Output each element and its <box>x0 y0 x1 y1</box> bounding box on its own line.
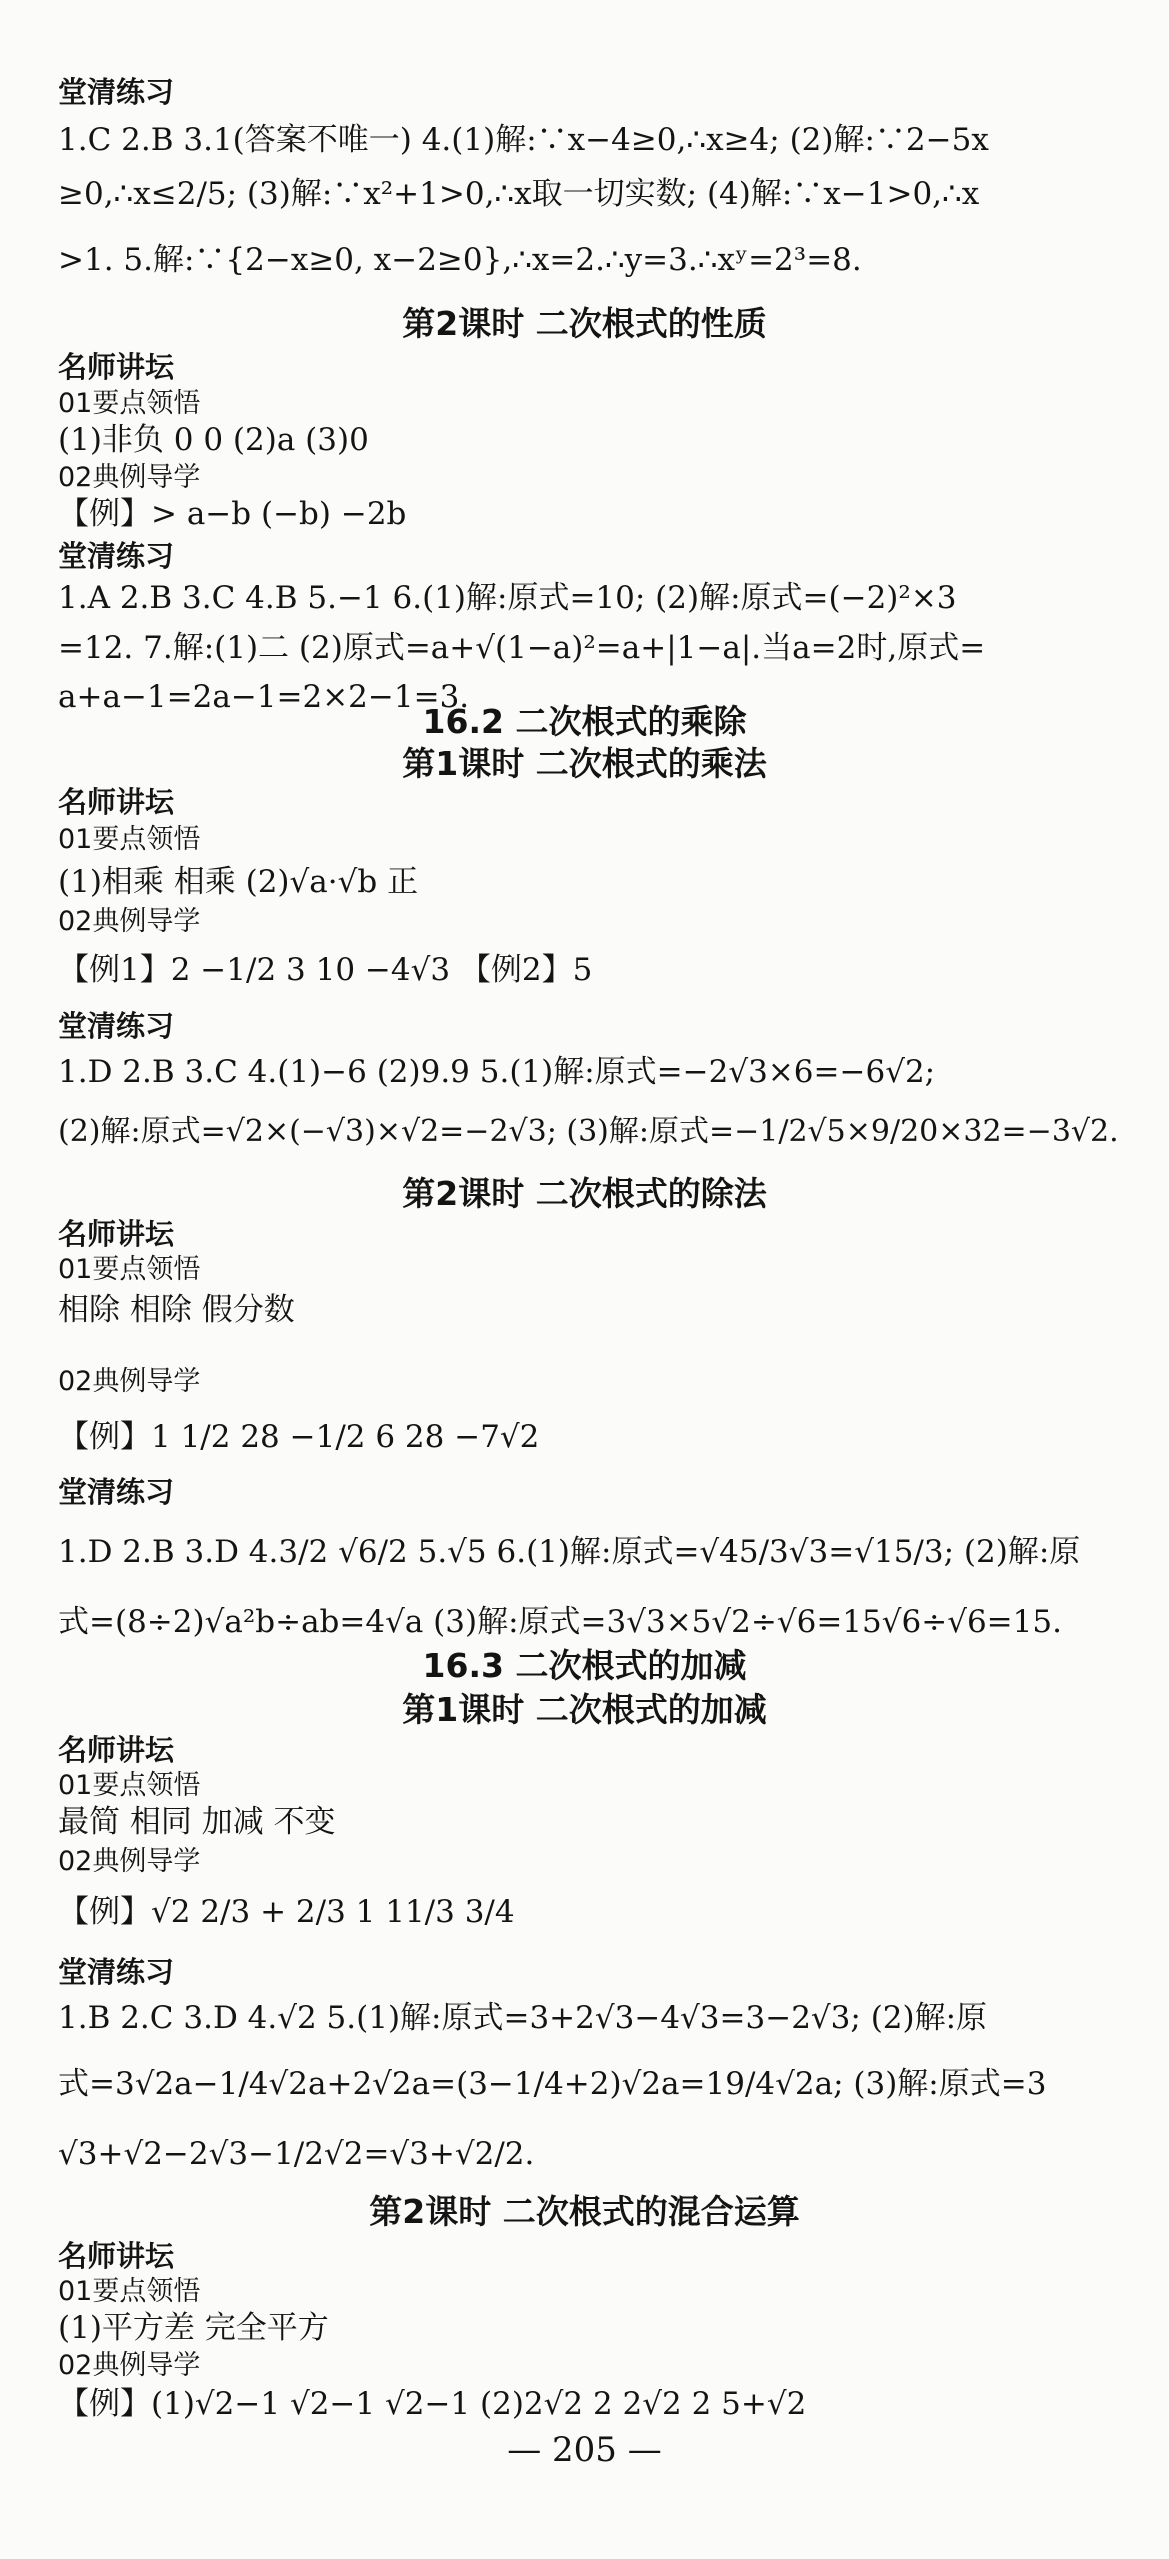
answer-line: =12. 7.解:(1)二 (2)原式=a+√(1−a)²=a+|1−a|.当a=2时,原式= <box>58 630 986 666</box>
lesson-title: 第2课时 二次根式的除法 <box>402 1174 767 1213</box>
section-heading: 堂清练习 <box>58 539 175 573</box>
section-heading: 名师讲坛 <box>58 1217 175 1251</box>
answer-line: 1.D 2.B 3.C 4.(1)−6 (2)9.9 5.(1)解:原式=−2√3×6=−6√2; <box>58 1054 936 1090</box>
answer-line: 1.C 2.B 3.1(答案不唯一) 4.(1)解:∵x−4≥0,∴x≥4; (2)解:∵2−5x <box>58 122 989 158</box>
subsection-label: 01要点领悟 <box>58 824 201 855</box>
example-line: 【例】(1)√2−1 √2−1 √2−1 (2)2√2 2 2√2 2 5+√2 <box>58 2386 807 2422</box>
answer-line: (1)平方差 完全平方 <box>58 2310 329 2346</box>
subsection-label: 02典例导学 <box>58 1846 201 1877</box>
subsection-label: 02典例导学 <box>58 2350 201 2381</box>
section-heading: 堂清练习 <box>58 1009 175 1043</box>
lesson-title: 第1课时 二次根式的乘法 <box>402 744 767 783</box>
subsection-label: 02典例导学 <box>58 906 201 937</box>
answer-line: 1.B 2.C 3.D 4.√2 5.(1)解:原式=3+2√3−4√3=3−2√3; (2)解:原 <box>58 2000 988 2036</box>
answer-line: √3+√2−2√3−1/2√2=√3+√2/2. <box>58 2136 535 2172</box>
answer-line: ≥0,∴x≤2/5; (3)解:∵x²+1>0,∴x取一切实数; (4)解:∵x−1>0,∴x <box>58 176 980 212</box>
example-line: 【例】1 1/2 28 −1/2 6 28 −7√2 <box>58 1419 540 1455</box>
subsection-label: 01要点领悟 <box>58 1770 201 1801</box>
subsection-label: 02典例导学 <box>58 462 201 493</box>
section-heading: 堂清练习 <box>58 1955 175 1989</box>
section-heading: 名师讲坛 <box>58 2239 175 2273</box>
answer-line: (2)解:原式=√2×(−√3)×√2=−2√3; (3)解:原式=−1/2√5×9/20×32=−3√2. <box>58 1114 1119 1149</box>
example-line: 【例】> a−b (−b) −2b <box>58 496 407 532</box>
answer-line: 式=(8÷2)√a²b÷ab=4√a (3)解:原式=3√3×5√2÷√6=15√6÷√6=15. <box>58 1604 1062 1640</box>
lesson-title: 第2课时 二次根式的混合运算 <box>369 2192 800 2231</box>
page-number: — 205 — <box>507 2430 662 2470</box>
subsection-label: 01要点领悟 <box>58 2276 201 2307</box>
chapter-title: 16.3 二次根式的加减 <box>422 1646 747 1685</box>
lesson-title: 第1课时 二次根式的加减 <box>402 1690 767 1729</box>
section-heading: 堂清练习 <box>58 75 175 109</box>
answer-line: 最简 相同 加减 不变 <box>58 1804 336 1840</box>
lesson-title: 第2课时 二次根式的性质 <box>402 304 767 343</box>
answer-line: 1.A 2.B 3.C 4.B 5.−1 6.(1)解:原式=10; (2)解:原式=(−2)²×3 <box>58 580 957 616</box>
section-heading: 名师讲坛 <box>58 1733 175 1767</box>
example-line: 【例】√2 2/3 + 2/3 1 11/3 3/4 <box>58 1894 515 1930</box>
section-heading: 堂清练习 <box>58 1475 175 1509</box>
chapter-title: 16.2 二次根式的乘除 <box>422 702 747 741</box>
answer-line: (1)相乘 相乘 (2)√a·√b 正 <box>58 864 419 900</box>
subsection-label: 01要点领悟 <box>58 1254 201 1285</box>
section-heading: 名师讲坛 <box>58 785 175 819</box>
answer-line: a+a−1=2a−1=2×2−1=3. <box>58 679 470 715</box>
answer-line: 相除 相除 假分数 <box>58 1292 295 1328</box>
answer-line: >1. 5.解:∵{2−x≥0, x−2≥0},∴x=2.∴y=3.∴xʸ=2³=8. <box>58 242 862 278</box>
example-line: 【例1】2 −1/2 3 10 −4√3 【例2】5 <box>58 952 593 988</box>
section-heading: 名师讲坛 <box>58 350 175 384</box>
subsection-label: 02典例导学 <box>58 1366 201 1397</box>
answer-line: (1)非负 0 0 (2)a (3)0 <box>58 422 369 458</box>
answer-line: 1.D 2.B 3.D 4.3/2 √6/2 5.√5 6.(1)解:原式=√45/3√3=√15/3; (2)解:原 <box>58 1534 1081 1570</box>
answer-line: 式=3√2a−1/4√2a+2√2a=(3−1/4+2)√2a=19/4√2a; (3)解:原式=3 <box>58 2066 1047 2102</box>
subsection-label: 01要点领悟 <box>58 388 201 419</box>
